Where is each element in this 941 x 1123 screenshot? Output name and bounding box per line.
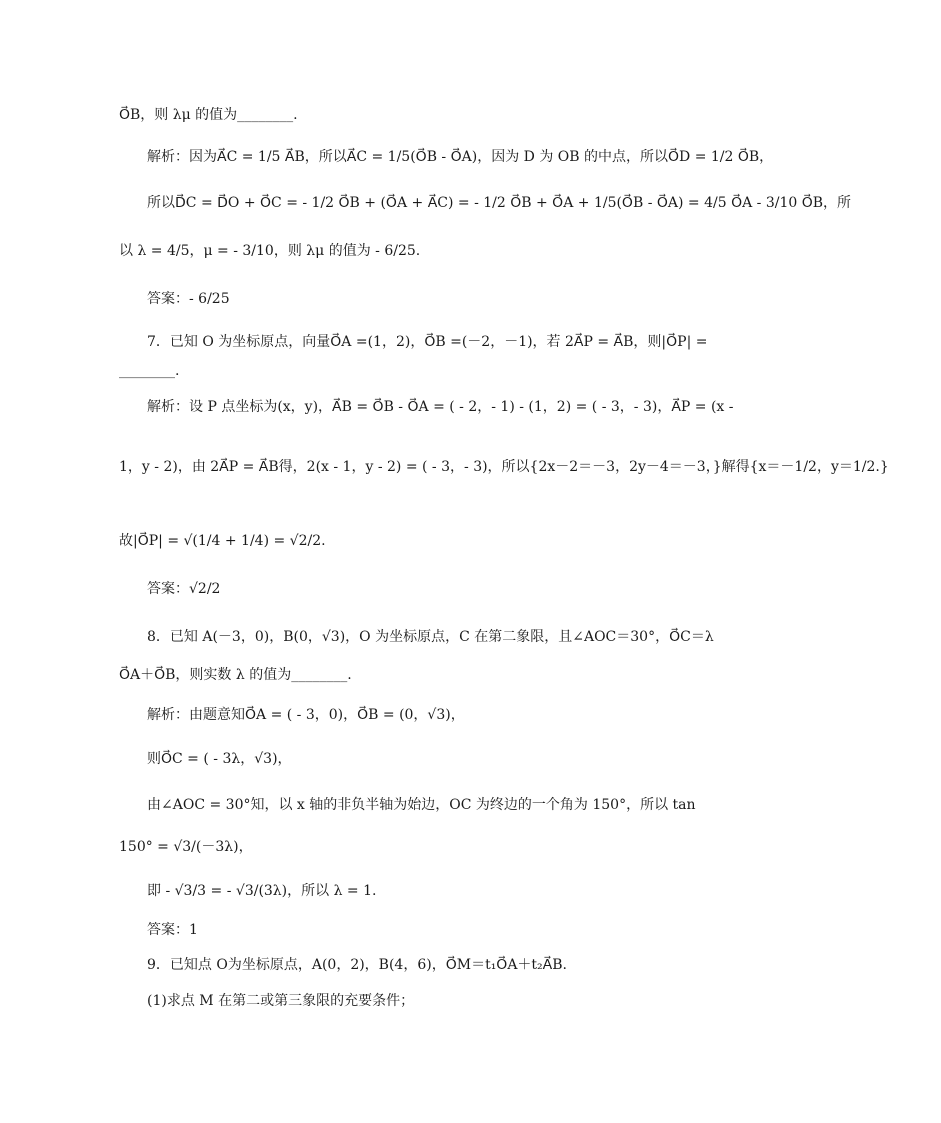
solution-8-line-1: 解析：由题意知O⃗A = ( - 3，0)，O⃗B = (0，√3)，: [147, 707, 465, 723]
solution-8-line-2: 则O⃗C = ( - 3λ，√3)，: [147, 751, 292, 767]
problem-9-line-1: 9．已知点 O为坐标原点，A(0，2)，B(4，6)，O⃗M＝t₁O⃗A＋t₂A⃗B.: [147, 957, 567, 973]
solution-7-line-2: 1，y - 2)，由 2A⃗P = A⃗B得，2(x - 1，y - 2) = ( - 3，- 3)，所以{2x－2＝－3，2y－4＝－3，}解得{x＝－1/2，y＝1/2.}: [119, 459, 889, 475]
solution-8-line-3: 由∠AOC = 30°知，以 x 轴的非负半轴为始边，OC 为终边的一个角为 150°，所以 tan: [147, 797, 696, 813]
solution-6-line-2: 所以D⃗C = D⃗O + O⃗C = - 1/2 O⃗B + (O⃗A + A⃗C) = - 1/2 O⃗B + O⃗A + 1/5(O⃗B - O⃗A) = 4/5 O⃗A - 3/10 O⃗B，所: [147, 195, 852, 211]
solution-7-line-1: 解析：设 P 点坐标为(x，y)，A⃗B = O⃗B - O⃗A = ( - 2，- 1) - (1，2) = ( - 3，- 3)，A⃗P = (x -: [147, 399, 734, 415]
answer-8: 答案：1: [147, 922, 198, 938]
solution-8-line-4: 150° = √3/(－3λ)，: [119, 839, 253, 855]
problem-9-part-1: (1)求点 M 在第二或第三象限的充要条件；: [147, 993, 415, 1009]
problem-8-line-1: 8．已知 A(－3，0)，B(0，√3)，O 为坐标原点，C 在第二象限，且∠AOC＝30°，O⃗C＝λ: [147, 629, 714, 645]
problem-7-line-1: 7．已知 O 为坐标原点，向量O⃗A =(1，2)，O⃗B =(－2，－1)，若 2A⃗P = A⃗B，则|O⃗P| =: [147, 334, 708, 350]
problem-8-line-2: O⃗A＋O⃗B，则实数 λ 的值为________.: [119, 667, 352, 683]
problem-7-blank: ________.: [119, 363, 180, 379]
solution-6-line-3: 以 λ = 4/5，μ = - 3/10，则 λμ 的值为 - 6/25.: [119, 243, 421, 259]
solution-7-line-3: 故|O⃗P| = √(1/4 + 1/4) = √2/2.: [119, 533, 326, 549]
answer-6: 答案：- 6/25: [147, 291, 230, 307]
answer-7: 答案：√2/2: [147, 581, 221, 597]
solution-8-line-5: 即 - √3/3 = - √3/(3λ)，所以 λ = 1.: [147, 883, 377, 899]
solution-6-line-1: 解析：因为A⃗C = 1/5 A⃗B，所以A⃗C = 1/5(O⃗B - O⃗A)，因为 D 为 OB 的中点，所以O⃗D = 1/2 O⃗B，: [147, 149, 774, 165]
problem-6-tail: O⃗B，则 λμ 的值为________.: [119, 107, 298, 123]
